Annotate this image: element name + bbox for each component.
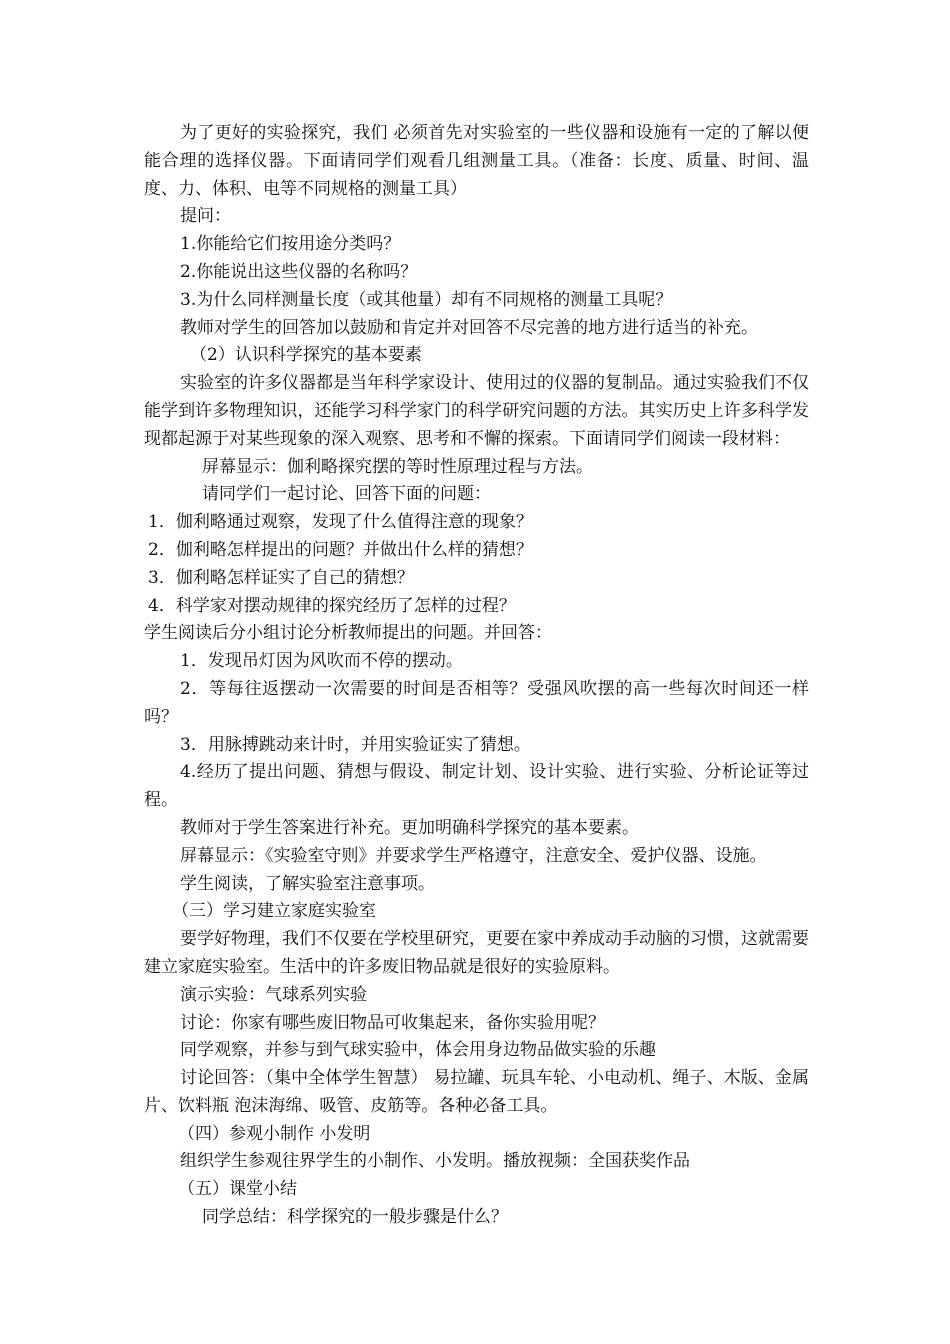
list-item: 3.为什么同样测量长度（或其他量）却有不同规格的测量工具呢？ [180,289,673,310]
paragraph-lab-rules: 屏幕显示：《实验室守则》并要求学生严格遵守，注意安全、爱护仪器、设施。 [180,845,767,866]
paragraph-teacher-response: 教师对学生的回答加以鼓励和肯定并对回答不尽完善的地方进行适当的补充。 [180,317,758,338]
list-item: 4.经历了提出问题、猜想与假设、制定计划、设计实验、进行实验、分析论证等过程。 [144,762,809,811]
paragraph-discussion-answer: 讨论回答：（集中全体学生智慧） 易拉罐、玩具车轮、小电动机、绳子、木版、金属片、饮料瓶 泡沫海绵、吸管、皮筋等。各种必备工具。 [144,1068,809,1116]
list-item: 2.你能说出这些仪器的名称吗？ [180,261,418,282]
list-item: 2．等每往返摆动一次需要的时间是否相等？受强风吹摆的高一些每次时间还一样吗？ [144,678,809,727]
paragraph-discussion-prompt: 请同学们一起讨论、回答下面的问题： [202,484,491,505]
paragraph-summary: 同学总结：科学探究的一般步骤是什么？ [202,1207,508,1228]
paragraph-student-notes: 学生阅读，了解实验室注意事项。 [180,873,435,894]
list-item: 3．伽利略怎样证实了自己的猜想？ [148,567,414,588]
paragraph-observation: 同学观察，并参与到气球实验中，体会用身边物品做实验的乐趣 [180,1040,656,1061]
list-item: 4．科学家对摆动规律的探究经历了怎样的过程？ [148,595,516,616]
document-body [144,120,809,1232]
section-heading: （四）参观小制作 小发明 [178,1123,371,1144]
paragraph-screen-display: 屏幕显示：伽利略探究摆的等时性原理过程与方法。 [202,456,593,477]
paragraph-teacher-supplement: 教师对于学生答案进行补充。更加明确科学探究的基本要素。 [180,817,639,838]
section-heading: （2）认识科学探究的基本要素 [190,345,422,366]
list-item: 1．发现吊灯因为风吹而不停的摆动。 [180,651,463,672]
paragraph-visit: 组织学生参观往界学生的小制作、小发明。播放视频：全国获奖作品 [180,1151,690,1172]
section-heading: （三）学习建立家庭实验室 [172,901,376,922]
paragraph-demo: 演示实验：气球系列实验 [180,984,367,1005]
list-item: 1.你能给它们按用途分类吗？ [180,234,401,255]
paragraph-discussion: 讨论：你家有哪些废旧物品可收集起来，备你实验用呢？ [180,1012,605,1033]
paragraph-lab-instruments: 实验室的许多仪器都是当年科学家设计、使用过的仪器的复制品。通过实验我们不仅能学到许多物理知识，还能学习科学家门的科学研究问题的方法。其实历史上许多科学发现都起源于对某些现象的深入观察、思考和不懈的探索。下面请同学们阅读一段材料： [144,373,809,449]
list-item: 1．伽利略通过观察，发现了什么值得注意的现象？ [148,512,533,533]
list-item: 2．伽利略怎样提出的问题？并做出什么样的猜想？ [148,539,533,560]
paragraph-home-lab: 要学好物理，我们不仅要在学校里研究，更要在家中养成动手动脑的习惯，这就需要建立家庭实验室。生活中的许多废旧物品就是很好的实验原料。 [144,929,809,977]
section-heading: （五）课堂小结 [178,1179,297,1200]
paragraph-question-heading: 提问： [180,206,231,227]
list-item: 3．用脉搏跳动来计时，并用实验证实了猜想。 [180,734,531,755]
paragraph-intro: 为了更好的实验探究，我们 必须首先对实验室的一些仪器和设施有一定的了解以便能合理的选择仪器。下面请同学们观看几组测量工具。（准备：长度、质量、时间、温度、力、体积、电等不同规格的测量工具） [144,123,809,199]
paragraph-student-reading: 学生阅读后分小组讨论分析教师提出的问题。并回答： [144,623,552,644]
